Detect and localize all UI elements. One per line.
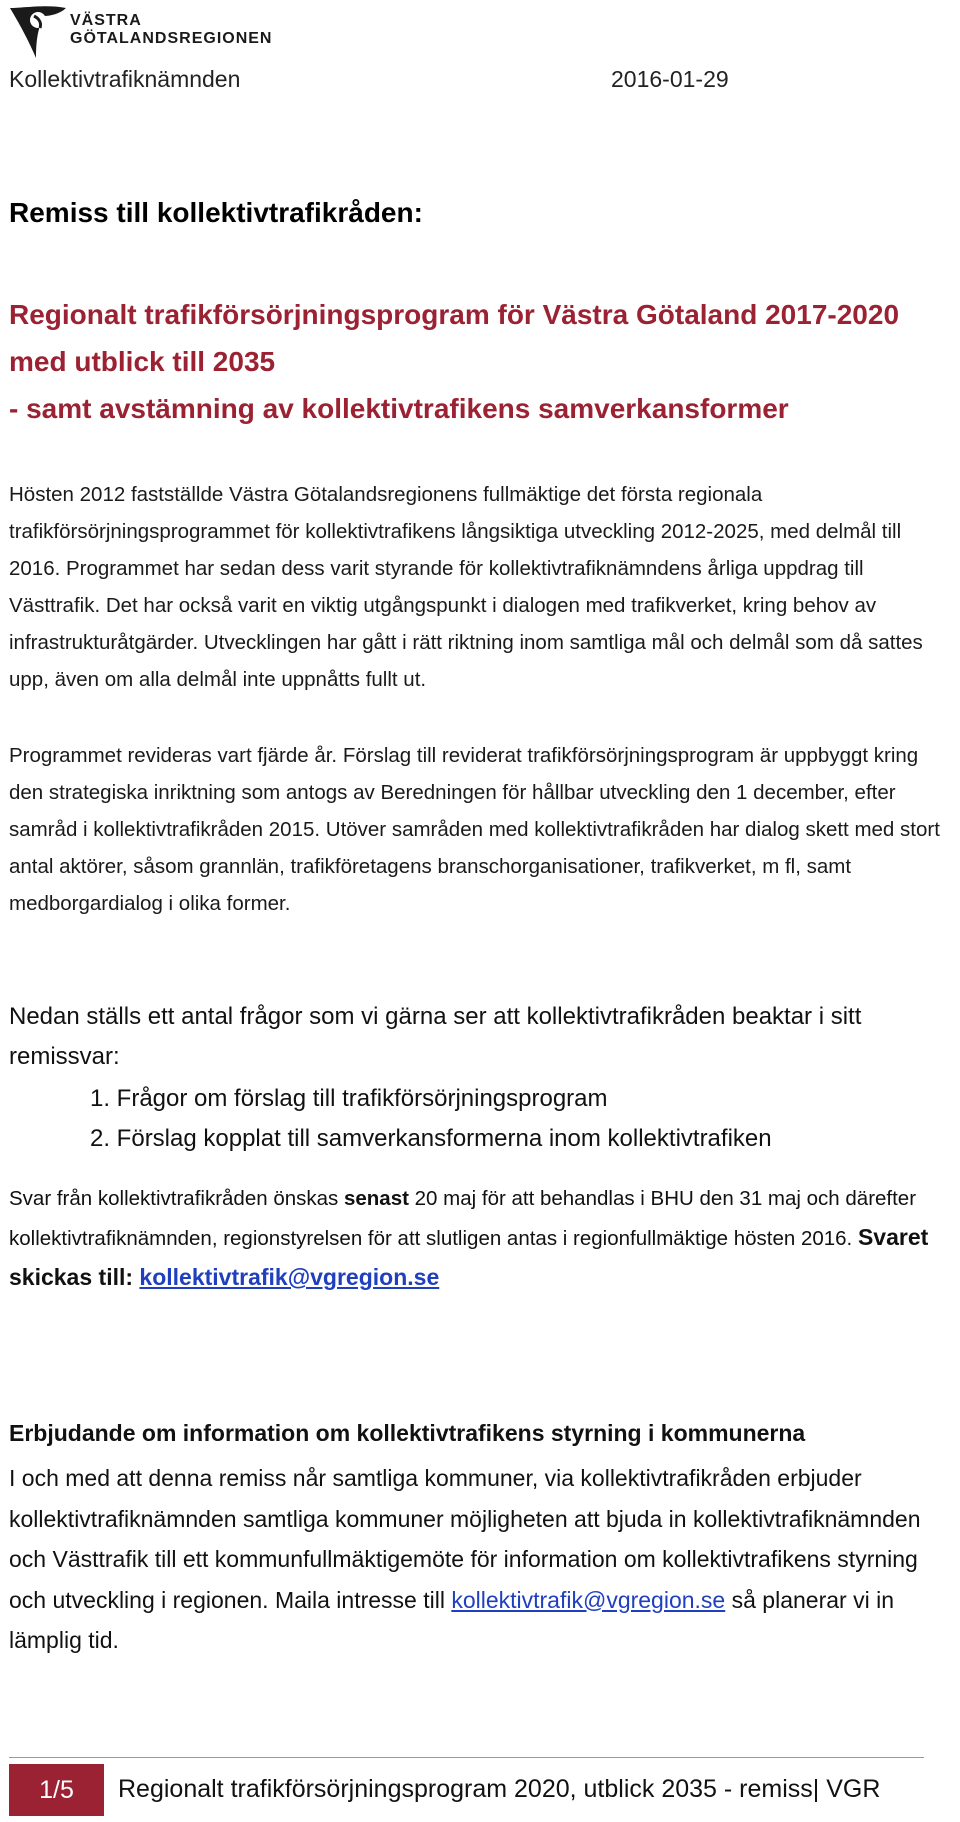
intro-paragraph: Hösten 2012 fastställde Västra Götalandsregionens fullmäktige det första regionala trafikförsörjningsprogrammet för kollektivtrafikens långsiktiga utveckling 2012-2025, med delmål till 2016. Programmet har sedan dess varit styrande för kollektivtrafiknämndens årliga uppdrag till Västtrafik. Det har också varit en viktig utgångspunkt i dialogen med trafikverket, kring behov av infrastrukturåtgärder. Utvecklingen har gått i rätt riktning inom samtliga mål och delmål som då sattes upp, även om alla delmål inte uppnåtts fullt ut. (9, 483, 923, 691)
offer-email-link[interactable]: kollektivtrafik@vgregion.se (451, 1586, 726, 1613)
reply-deadline-bold: senast (343, 1187, 409, 1210)
question-item-2: 2. Förslag kopplat till samverkansformerna inom kollektivtrafiken (90, 1125, 772, 1152)
vgr-logo (8, 4, 298, 60)
vgr-logo-icon (8, 4, 68, 60)
reply-send-label: Svaret skickas till: (9, 1224, 929, 1290)
logo-wordmark (70, 12, 272, 48)
footer-divider (9, 1757, 924, 1758)
subject-line-3: - samt avstämning av kollektivtrafikens samverkansformer (9, 393, 789, 424)
offer-heading: Erbjudande om information om kollektivtrafikens styrning i kommunerna (9, 1420, 806, 1446)
document-date: 2016-01-29 (611, 66, 729, 92)
page-title: Remiss till kollektivtrafikråden: (9, 197, 423, 228)
subject-line-2: med utblick till 2035 (9, 346, 276, 377)
committee-name: Kollektivtrafiknämnden (9, 66, 241, 92)
logo-line-2: GÖTALANDSREGIONEN (70, 30, 273, 47)
question-intro: Nedan ställs ett antal frågor som vi gärna ser att kollektivtrafikråden beaktar i sitt remissvar: (9, 1003, 862, 1070)
subject-line-1: Regionalt trafikförsörjningsprogram för Västra Götaland 2017-2020 (9, 299, 900, 330)
logo-line-1: VÄSTRA (70, 12, 142, 29)
footer-title: Regionalt trafikförsörjningsprogram 2020, utblick 2035 - remiss| VGR (118, 1775, 881, 1803)
offer-text: I och med att denna remiss når samtliga kommuner, via kollektivtrafikråden erbjuder kollektivtrafiknämnden samtliga kommuner möjligheten att bjuda in kollektivtrafiknämnden och Västtrafik till ett kommunfullmäktigemöte för information om kollektivtrafikens styrning och utveckling i regionen. Maila intresse till (9, 1465, 921, 1613)
question-list (90, 1079, 772, 1159)
reply-text-1: Svar från kollektivtrafikråden önskas (9, 1187, 344, 1210)
reply-email-link[interactable]: kollektivtrafik@vgregion.se (139, 1264, 440, 1290)
page-number: 1/5 (9, 1764, 104, 1816)
reply-paragraph (9, 1180, 954, 1298)
revision-paragraph: Programmet revideras vart fjärde år. Förslag till reviderat trafikförsörjningsprogram är uppbyggt kring den strategiska inriktning som antogs av Beredningen för hållbar utveckling den 1 december, efter samråd i kollektivtrafikråden 2015. Utöver samråden med kollektivtrafikråden har dialog skett med stort antal aktörer, såsom grannlän, trafikföretagens branschorganisationer, trafikverket, m fl, samt medborgardialog i olika former. (9, 744, 940, 915)
reply-text-2: 20 maj för att behandlas i BHU den 31 maj och därefter kollektivtrafiknämnden, regionstyrelsen för att slutligen antas i regionfullmäktige hösten 2016. (9, 1187, 917, 1250)
offer-paragraph (9, 1458, 954, 1661)
question-item-1: 1. Frågor om förslag till trafikförsörjningsprogram (90, 1085, 608, 1112)
document-subject (9, 291, 899, 432)
offer-text-end: så planerar vi in lämplig tid. (9, 1586, 894, 1653)
